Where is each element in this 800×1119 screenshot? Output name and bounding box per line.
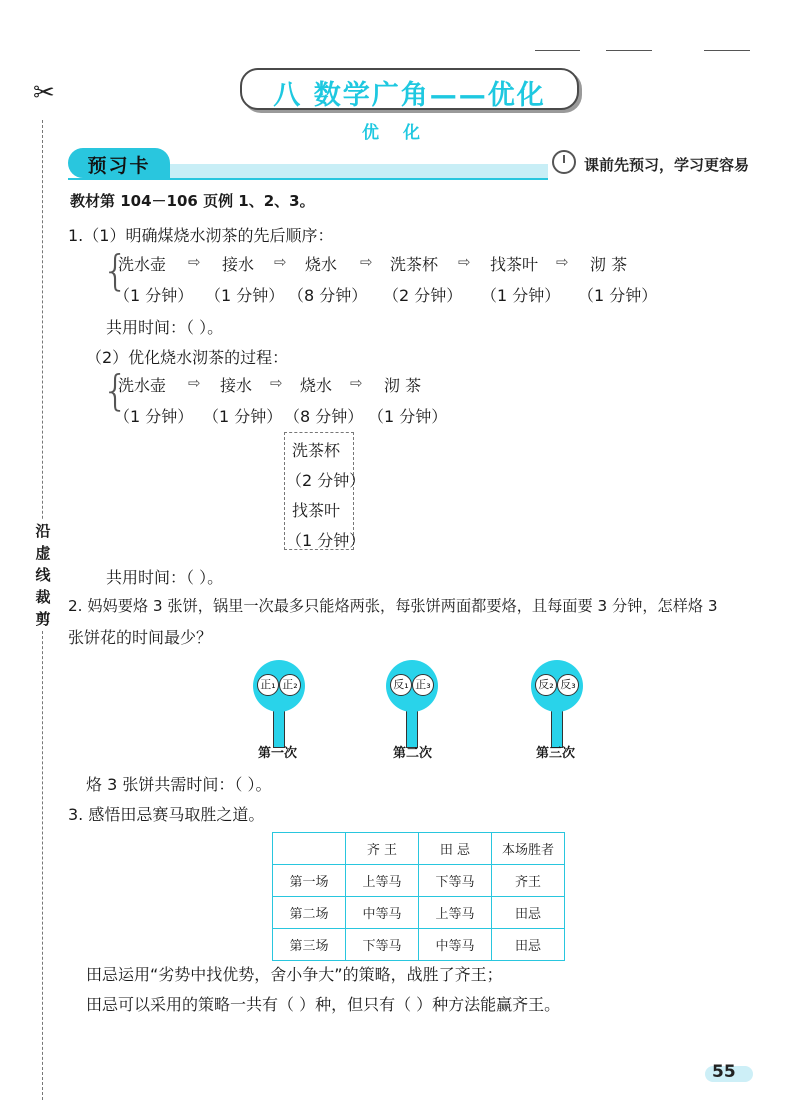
blank-line-1	[535, 50, 580, 51]
q1-time: （1 分钟）	[368, 407, 448, 426]
table-header-row	[273, 833, 565, 865]
arrow-icon: ⇨	[274, 253, 287, 271]
chapter-title-box	[240, 68, 579, 110]
table-cell: 齐王	[492, 865, 565, 897]
pancake: 正₃	[412, 674, 434, 696]
arrow-icon: ⇨	[270, 374, 283, 392]
table-cell: 田忌	[492, 929, 565, 961]
parallel-task: 洗茶杯	[292, 441, 341, 460]
table-row	[273, 865, 565, 897]
q1-time: （1 分钟）	[114, 407, 194, 426]
q2-question-line1: 2. 妈妈要烙 3 张饼，锅里一次最多只能烙两张，每张饼两面都要烙，且每面要 3 分钟，怎样烙 3	[68, 597, 718, 615]
scissors-icon: ✂	[33, 78, 55, 108]
table-row	[273, 897, 565, 929]
table-cell: 第三场	[273, 929, 346, 961]
pan-label: 第二次	[393, 746, 433, 761]
q1-time: （8 分钟）	[284, 407, 364, 426]
clock-icon	[552, 150, 576, 174]
parallel-task: 找茶叶	[292, 501, 341, 520]
arrow-icon: ⇨	[188, 374, 201, 392]
q1-step: 沏 茶	[590, 255, 628, 274]
horse-race-table	[272, 832, 565, 961]
preview-card-tag	[68, 148, 170, 178]
table-header-cell: 本场胜者	[492, 833, 565, 865]
table-cell: 下等马	[346, 929, 419, 961]
pancake: 反₁	[390, 674, 412, 696]
table-header-cell: 田 忌	[419, 833, 492, 865]
q3-title: 3. 感悟田忌赛马取胜之道。	[68, 805, 265, 824]
arrow-icon: ⇨	[458, 253, 471, 271]
lesson-subtitle: 优化	[362, 123, 444, 143]
pan-label: 第三次	[536, 746, 576, 761]
blank-line-3	[704, 50, 750, 51]
arrow-icon: ⇨	[360, 253, 373, 271]
arrow-icon: ⇨	[188, 253, 201, 271]
table-cell: 下等马	[419, 865, 492, 897]
arrow-icon: ⇨	[556, 253, 569, 271]
tag-bar	[170, 164, 548, 178]
table-cell: 上等马	[419, 897, 492, 929]
q1-step: 烧水	[300, 376, 333, 395]
q1-step: 找茶叶	[490, 255, 539, 274]
q1-step: 洗水壶	[118, 255, 167, 274]
cut-instruction: 沿 虚 线 裁 剪	[30, 520, 56, 630]
textbook-reference: 教材第 104－106 页例 1、2、3。	[70, 192, 315, 210]
pancake: 正₂	[279, 674, 301, 696]
q3-strategy-text: 田忌运用“劣势中找优势，舍小争大”的策略，战胜了齐王；	[86, 965, 503, 984]
table-row	[273, 929, 565, 961]
chapter-title: 八 数学广角——优化	[273, 80, 546, 111]
q1-step: 沏 茶	[384, 376, 422, 395]
brace-2: {	[102, 366, 129, 415]
preview-tip: 课前先预习，学习更容易	[584, 156, 750, 174]
pancake: 正₁	[257, 674, 279, 696]
q1-time: （1 分钟）	[114, 286, 194, 305]
q1-part1-title: 1.（1）明确煤烧水沏茶的先后顺序：	[68, 226, 334, 245]
table-header-cell: 齐 王	[346, 833, 419, 865]
q1-time: （1 分钟）	[205, 286, 285, 305]
table-cell: 田忌	[492, 897, 565, 929]
q1-part2-title: （2）优化烧水沏茶的过程：	[86, 348, 289, 367]
tag-underline	[68, 178, 548, 180]
q1-time: （1 分钟）	[203, 407, 283, 426]
q1-step: 接水	[222, 255, 255, 274]
q2-question-line2: 张饼花的时间最少？	[68, 628, 213, 647]
table-cell: 第一场	[273, 865, 346, 897]
table-cell: 中等马	[419, 929, 492, 961]
page-number: 55	[712, 1062, 736, 1082]
pancake: 反₂	[535, 674, 557, 696]
q1-step: 烧水	[305, 255, 338, 274]
preview-card-label: 预习卡	[87, 155, 151, 177]
arrow-icon: ⇨	[350, 374, 363, 392]
q1-time: （8 分钟）	[288, 286, 368, 305]
blank-line-2	[606, 50, 652, 51]
pan-label: 第一次	[258, 746, 298, 761]
parallel-time: （2 分钟）	[286, 471, 366, 490]
parallel-time: （1 分钟）	[286, 531, 366, 550]
q1-time: （1 分钟）	[481, 286, 561, 305]
table-header-cell	[273, 833, 346, 865]
brace-1: {	[102, 246, 129, 295]
q3-question: 田忌可以采用的策略一共有（ ）种，但只有（ ）种方法能赢齐王。	[86, 995, 561, 1014]
q1-time: （1 分钟）	[578, 286, 658, 305]
q1-total-time-1: 共用时间：（ ）。	[106, 318, 224, 337]
q2-total-time: 烙 3 张饼共需时间：（ ）。	[86, 775, 272, 794]
table-cell: 上等马	[346, 865, 419, 897]
q1-step: 洗水壶	[118, 376, 167, 395]
q1-step: 洗茶杯	[390, 255, 439, 274]
q1-total-time-2: 共用时间：（ ）。	[106, 568, 224, 587]
pancake: 反₃	[557, 674, 579, 696]
q1-time: （2 分钟）	[383, 286, 463, 305]
table-cell: 第二场	[273, 897, 346, 929]
table-cell: 中等马	[346, 897, 419, 929]
q1-step: 接水	[220, 376, 253, 395]
